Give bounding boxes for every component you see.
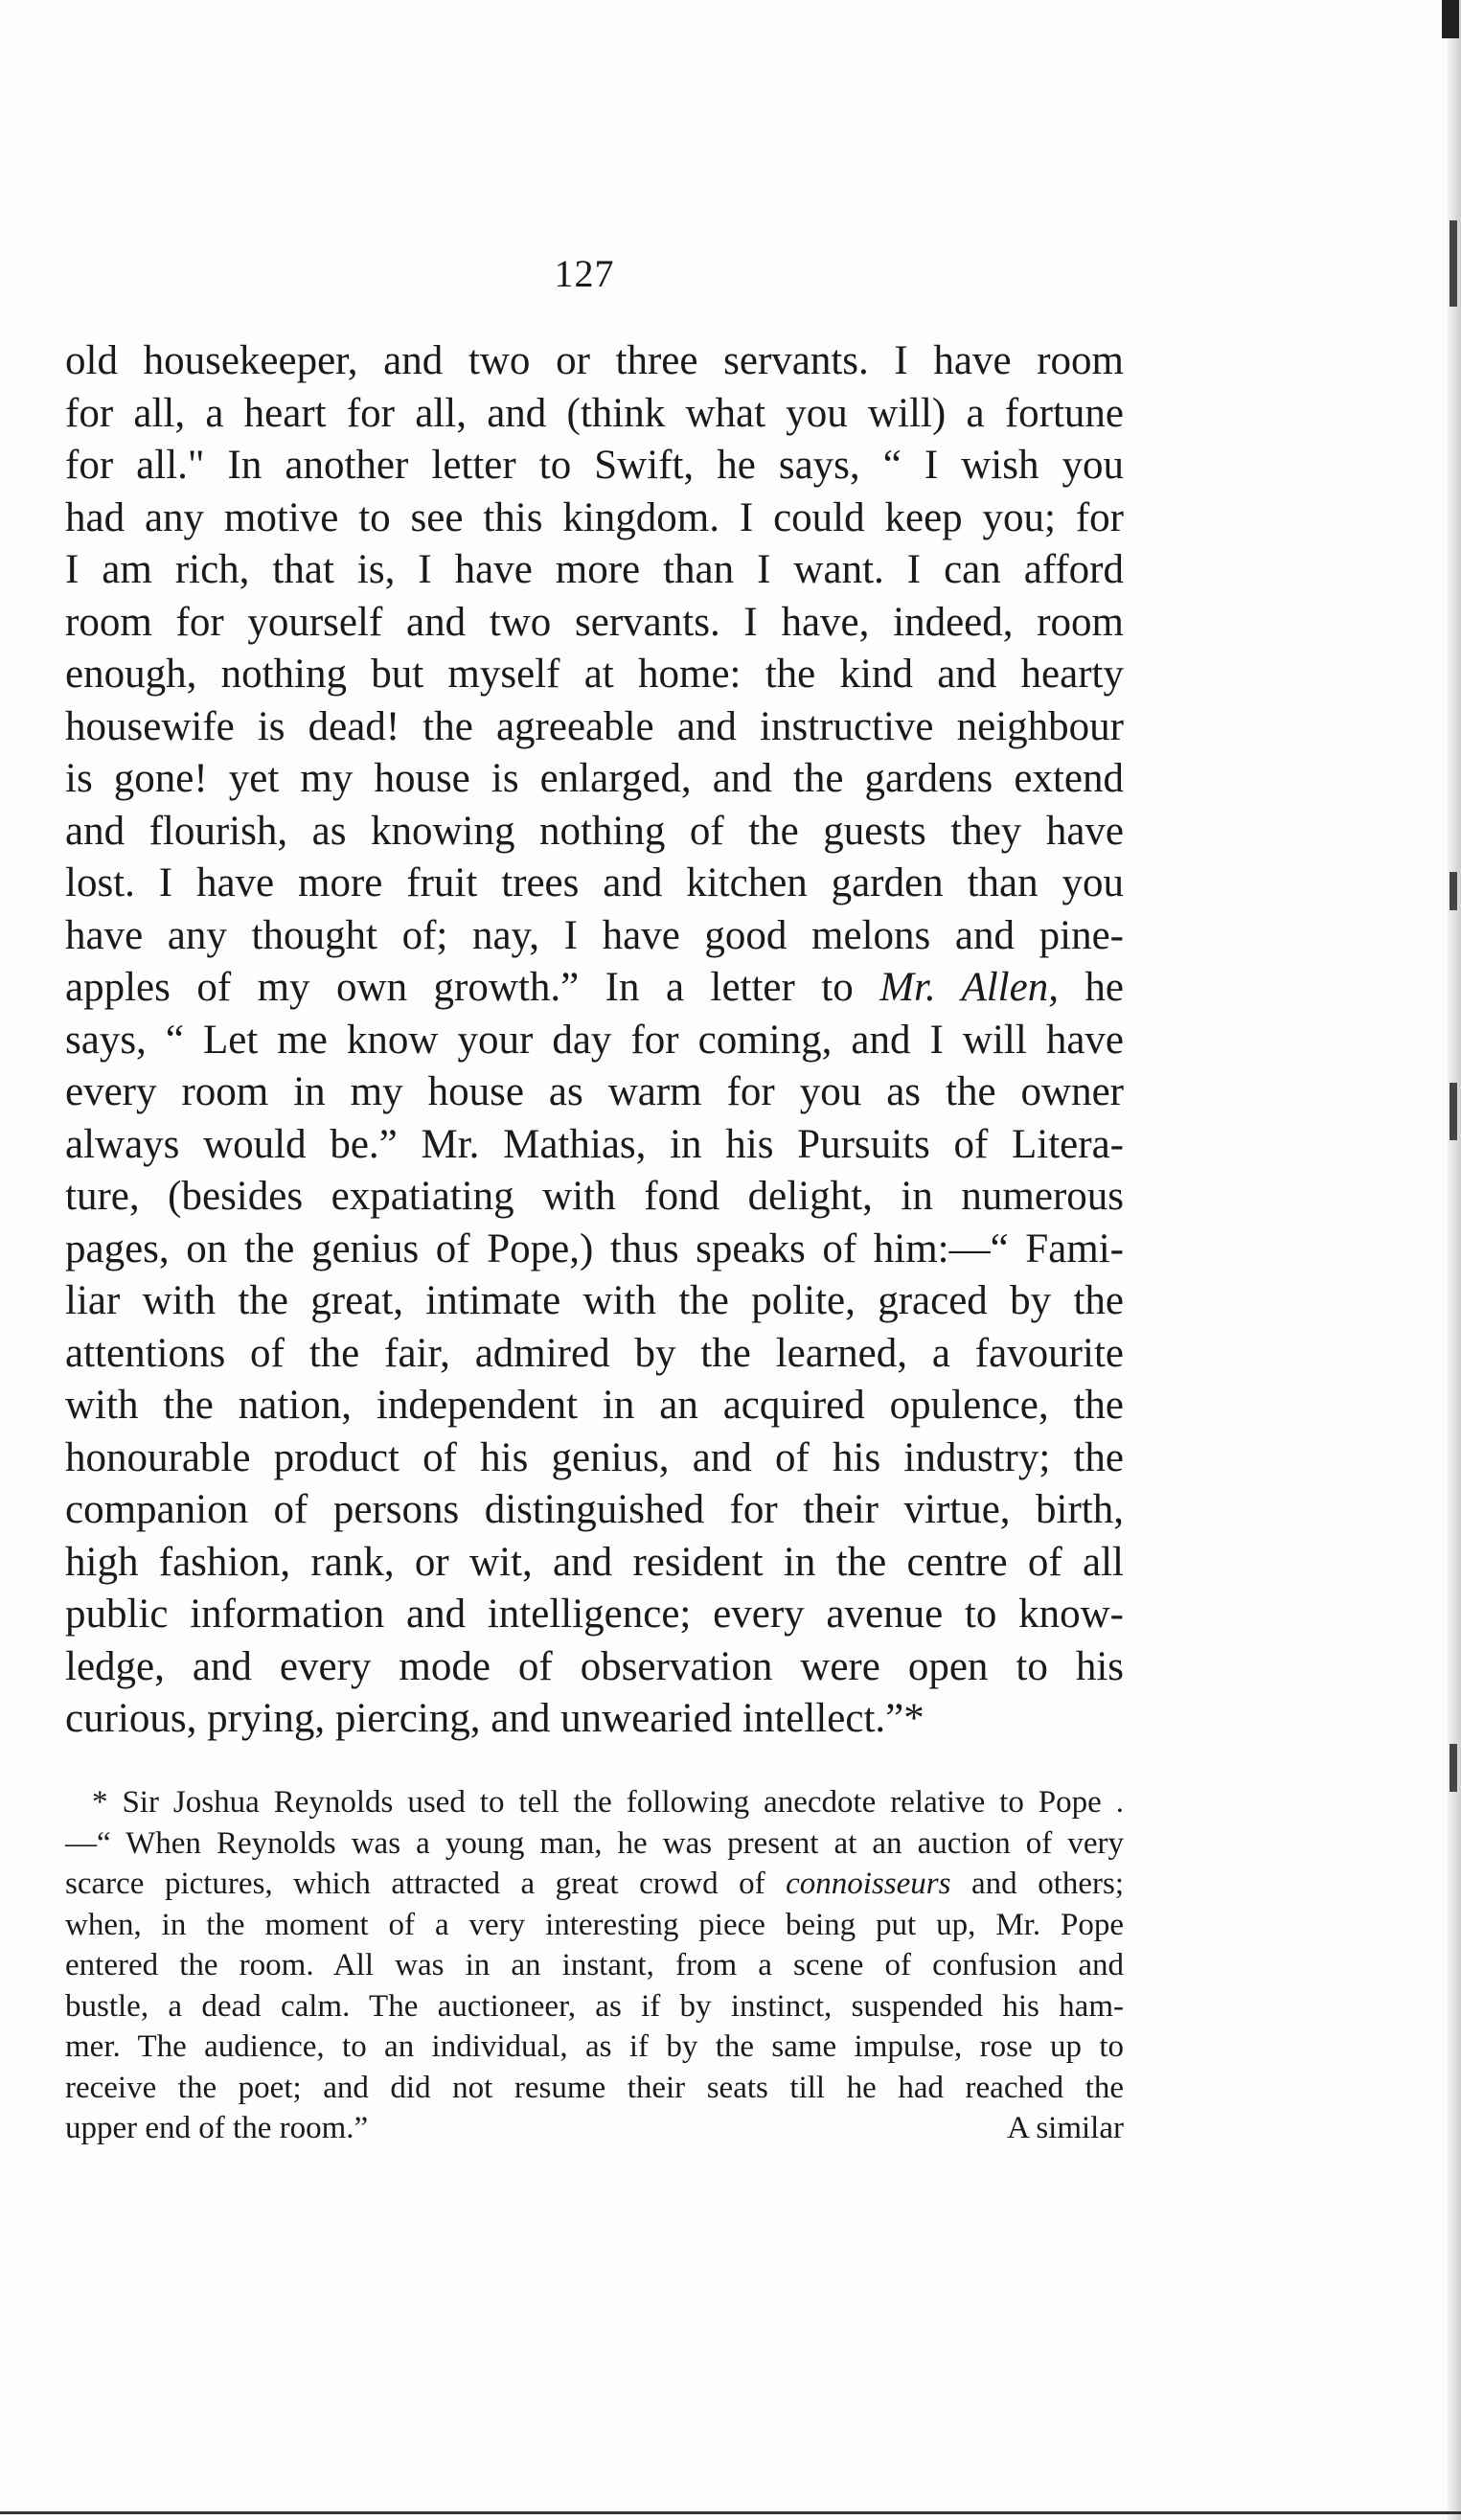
footnote-line: mer. The audience, to an individual, as if by the same impulse, rose up to [65,2029,1124,2064]
footnote-line: —“ When Reynolds was a young man, he was present at an auction of very [65,1825,1124,1861]
text-line: with the nation, independent in an acquired opulence, the [65,1383,1124,1428]
text-line: had any motive to see this kingdom. I could keep you; for [65,494,1124,540]
text-line: liar with the great, intimate with the polite, graced by the [65,1278,1124,1323]
page-number: 127 [554,252,615,295]
text-line: for all." In another letter to Swift, he says, “ I wish you [65,443,1124,488]
text-line: old housekeeper, and two or three servants. I have room [65,338,1124,383]
footnote-line: bustle, a dead calm. The auctioneer, as if by instinct, suspended his ham- [65,1988,1124,2024]
text-line: enough, nothing but myself at home: the kind and hearty [65,652,1124,697]
text-line: attentions of the fair, admired by the learned, a favourite [65,1330,1124,1376]
text-line: and flourish, as knowing nothing of the guests they have [65,808,1124,854]
scan-edge-mark [1450,872,1457,910]
footnote [65,1782,1124,2149]
text-line: companion of persons distinguished for their virtue, birth, [65,1487,1124,1532]
text-segment: apples of my own growth.” In a letter to [65,965,854,1010]
text-line: every room in my house as warm for you as the owner [65,1069,1124,1114]
text-segment: and others; [971,1867,1125,1901]
text-line: ture, (besides expatiating with fond delight, in numerous [65,1174,1124,1219]
text-line: lost. I have more fruit trees and kitchen garden than you [65,860,1124,905]
text-line: I am rich, that is, I have more than I want. I can afford [65,547,1124,592]
text-line: curious, prying, piercing, and unwearied intellect.”* [65,1696,925,1741]
catchword: A similar [1007,2111,1124,2145]
italic-name: Mr. Allen, [879,965,1059,1010]
footnote-line: when, in the moment of a very interesting piece being put up, Mr. Pope [65,1907,1124,1942]
scan-bottom-edge [0,2511,1461,2514]
text-line: is gone! yet my house is enlarged, and the gardens extend [65,756,1124,801]
text-line: housewife is dead! the agreeable and instructive neighbour [65,703,1124,749]
footnote-last-line [65,2108,1124,2149]
text-line: ledge, and every mode of observation were open to his [65,1643,1124,1689]
text-line: pages, on the genius of Pope,) thus speaks of him:—“ Fami- [65,1226,1124,1271]
text-line: have any thought of; nay, I have good melons and pine- [65,912,1124,958]
text-segment: he [1084,965,1125,1010]
scan-edge-shadow [1448,0,1461,2520]
italic-word: connoisseurs [786,1867,951,1901]
body-text [65,335,1124,1746]
footnote-line-mixed [65,1864,1124,1905]
footnote-line: entered the room. All was in an instant, from a scene of confusion and [65,1948,1124,1982]
text-line: honourable product of his genius, and of his industry; the [65,1434,1124,1480]
text-line-mixed [65,962,1124,1015]
scan-edge-mark [1450,220,1457,307]
scan-edge-mark [1450,1744,1457,1792]
text-line: says, “ Let me know your day for coming, and I will have [65,1017,1124,1063]
text-line: high fashion, rank, or wit, and resident in the centre of all [65,1539,1124,1585]
footnote-line: upper end of the room.” [65,2111,369,2145]
footnote-line: * Sir Joshua Reynolds used to tell the following anecdote relative to Pope . [92,1785,1124,1820]
scan-edge-mark [1442,0,1459,38]
text-line: always would be.” Mr. Mathias, in his Pursuits of Litera- [65,1121,1124,1167]
text-line: for all, a heart for all, and (think what you will) a fortune [65,390,1124,436]
footnote-line: receive the poet; and did not resume their seats till he had reached the [65,2070,1124,2105]
text-line: room for yourself and two servants. I have, indeed, room [65,599,1124,645]
scan-edge-mark [1450,1083,1457,1140]
text-line: public information and intelligence; every avenue to know- [65,1592,1124,1637]
text-segment: scarce pictures, which attracted a great crowd of [65,1867,765,1901]
